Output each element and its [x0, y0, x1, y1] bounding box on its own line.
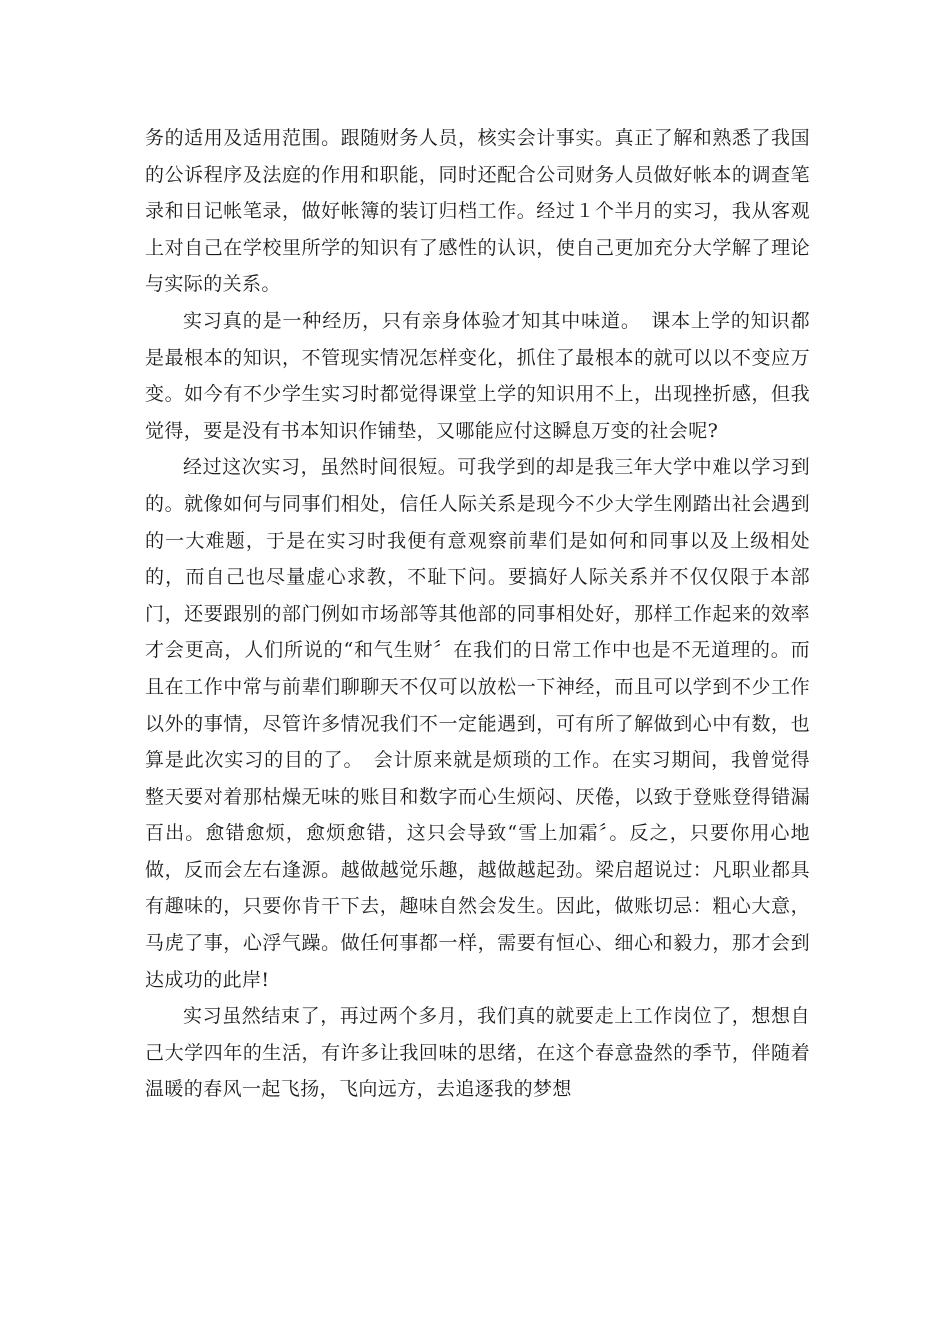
paragraph-1: 务的适用及适用范围。跟随财务人员，核实会计事实。真正了解和熟悉了我国的公诉程序及法庭的作用和职能，同时还配合公司财务人员做好帐本的调查笔录和日记帐笔录，做好帐簿的装订归档工作。经过１个半月的实习，我从客观上对自己在学校里所学的知识有了感性的认识，使自己更加充分大学解了理论与实际的关系。: [145, 127, 810, 296]
paragraph-4: 实习虽然结束了，再过两个多月，我们真的就要走上工作岗位了，想想自己大学四年的生活，有许多让我回味的思绪，在这个春意盎然的季节，伴随着温暖的春风一起飞扬，飞向远方，去追逐我的梦想: [145, 1005, 810, 1101]
paragraph-2: 实习真的是一种经历，只有亲身体验才知其中味道。 课本上学的知识都是最根本的知识，不管现实情况怎样变化，抓住了最根本的就可以以不变应万变。如今有不少学生实习时都觉得课堂上学的知识用不上，出现挫折感，但我觉得，要是没有书本知识作铺垫，又哪能应付这瞬息万变的社会呢?: [145, 309, 810, 442]
document-body: [145, 120, 810, 1108]
paragraph-3: 经过这次实习，虽然时间很短。可我学到的却是我三年大学中难以学习到的。就像如何与同事们相处，信任人际关系是现今不少大学生刚踏出社会遇到的一大难题，于是在实习时我便有意观察前辈们是如何和同事以及上级相处的，而自己也尽量虚心求教，不耻下问。要搞好人际关系并不仅仅限于本部门，还要跟别的部门例如市场部等其他部的同事相处好，那样工作起来的效率才会更高，人们所说的“和气生财〞在我们的日常工作中也是不无道理的。而且在工作中常与前辈们聊聊天不仅可以放松一下神经，而且可以学到不少工作以外的事情，尽管许多情况我们不一定能遇到，可有所了解做到心中有数，也算是此次实习的目的了。 会计原来就是烦琐的工作。在实习期间，我曾觉得整天要对着那枯燥无味的账目和数字而心生烦闷、厌倦，以致于登账登得错漏百出。愈错愈烦，愈烦愈错，这只会导致“雪上加霜〞。反之，只要你用心地做，反而会左右逢源。越做越觉乐趣，越做越起劲。梁启超说过：凡职业都具有趣味的，只要你肯干下去，趣味自然会发生。因此，做账切忌：粗心大意，马虎了事，心浮气躁。做任何事都一样，需要有恒心、细心和毅力，那才会到达成功的此岸!: [145, 456, 810, 991]
